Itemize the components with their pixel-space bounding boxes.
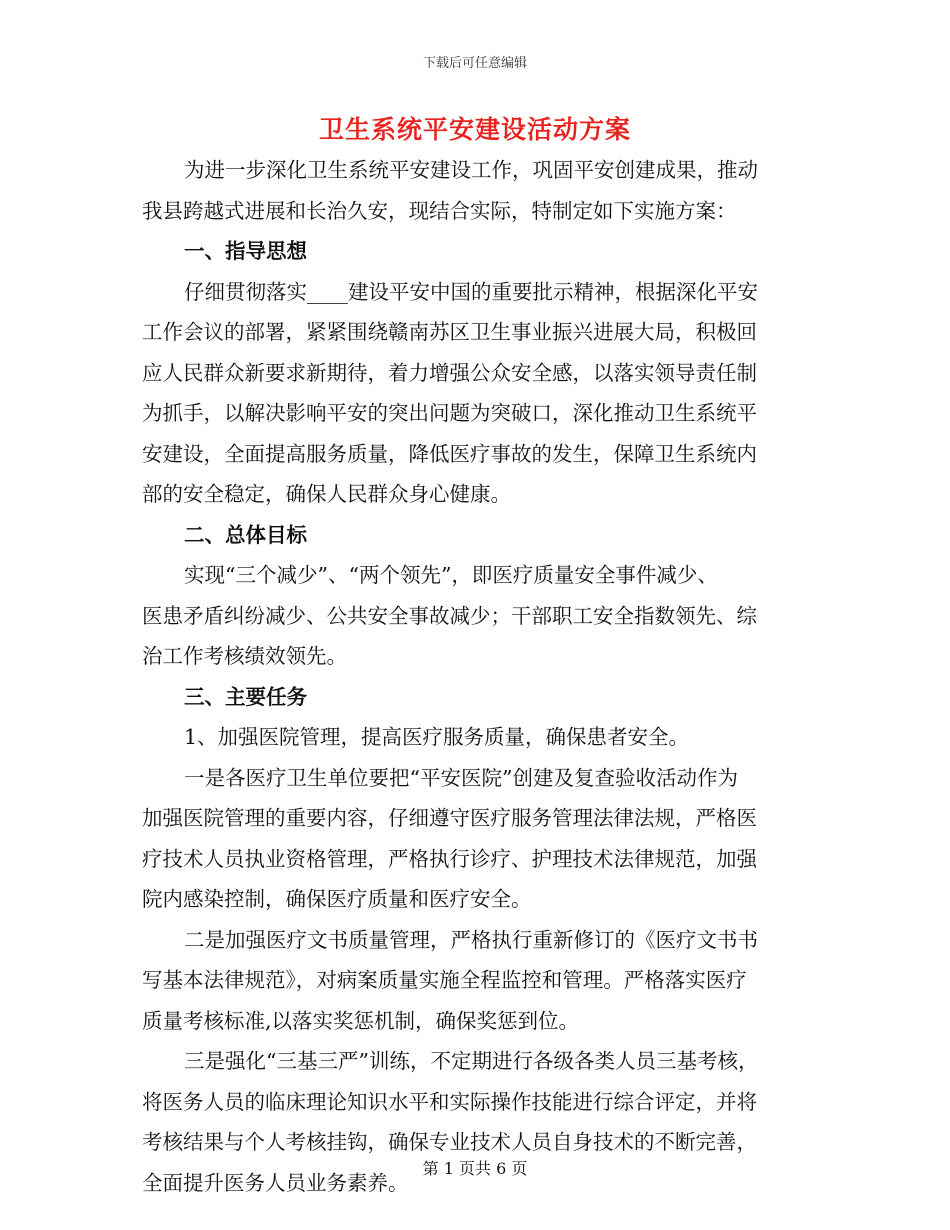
intro-line-2: 我县跨越式进展和长治久安，现结合实际，特制定如下实施方案： (142, 198, 737, 223)
overall-goal-line-2: 医患矛盾纠纷减少、公共安全事故减少；干部职工安全指数领先、综 (142, 603, 757, 628)
guiding-ideology-line-3: 应人民群众新要求新期待，着力增强公众安全感，以落实领导责任制 (142, 360, 757, 385)
document-title: 卫生系统平安建设活动方案 (318, 115, 631, 144)
task-1-heading: 1、加强医院管理，提高医疗服务质量，确保患者安全。 (184, 725, 690, 749)
section-heading-overall-goal: 二、总体目标 (184, 522, 307, 547)
task-1-para-1-line-4: 院内感染控制，确保医疗质量和医疗安全。 (142, 887, 532, 911)
guiding-ideology-line-6: 部的安全稳定，确保人民群众身心健康。 (142, 482, 511, 506)
task-1-para-1-line-1: 一是各医疗卫生单位要把“平安医院”创建及复查验收活动作为 (184, 765, 738, 790)
guiding-ideology-line-4: 为抓手，以解决影响平安的突出问题为突破口，深化推动卫生系统平 (142, 401, 757, 425)
page-header-note: 下载后可任意编辑 (422, 56, 527, 71)
task-1-para-2-line-3: 质量考核标准,以落实奖惩机制，确保奖惩到位。 (142, 1008, 580, 1033)
intro-line-1: 为进一步深化卫生系统平安建设工作，巩固平安创建成果，推动 (184, 158, 758, 182)
section-heading-main-tasks: 三、主要任务 (184, 684, 307, 709)
section-heading-guiding-ideology: 一、指导思想 (184, 239, 307, 263)
task-1-para-1-line-2: 加强医院管理的重要内容，仔细遵守医疗服务管理法律法规，严格医 (142, 806, 757, 830)
overall-goal-line-1: 实现“三个减少”、“两个领先”，即医疗质量安全事件减少、 (184, 563, 718, 587)
task-1-para-3-line-1: 三是强化“三基三严”训练，不定期进行各级各类人员三基考核， (184, 1049, 759, 1073)
task-1-para-2-line-2: 写基本法律规范》，对病案质量实施全程监控和管理。严格落实医疗 (142, 968, 747, 992)
guiding-ideology-line-2: 工作会议的部署，紧紧围绕赣南苏区卫生事业振兴进展大局，积极回 (142, 320, 757, 344)
guiding-ideology-line-5: 安建设，全面提高服务质量，降低医疗事故的发生，保障卫生系统内 (142, 441, 757, 466)
guiding-ideology-line-1: 仔细贯彻落实____建设平安中国的重要批示精神，根据深化平安 (184, 279, 758, 304)
document-body (142, 150, 810, 1203)
task-1-para-2-line-1: 二是加强医疗文书质量管理，严格执行重新修订的《医疗文书书 (184, 927, 758, 952)
task-1-para-3-line-3: 考核结果与个人考核挂钩，确保专业技术人员自身技术的不断完善， (142, 1130, 757, 1154)
task-1-para-1-line-3: 疗技术人员执业资格管理，严格执行诊疗、护理技术法律规范，加强 (142, 846, 757, 871)
task-1-para-3-line-2: 将医务人员的临床理论知识水平和实际操作技能进行综合评定，并将 (142, 1089, 757, 1114)
task-1-para-3-line-4: 全面提升医务人员业务素养。 (142, 1170, 409, 1195)
page-number-footer: 第 1 页共 6 页 (422, 1159, 528, 1178)
overall-goal-line-3: 治工作考核绩效领先。 (142, 644, 347, 668)
